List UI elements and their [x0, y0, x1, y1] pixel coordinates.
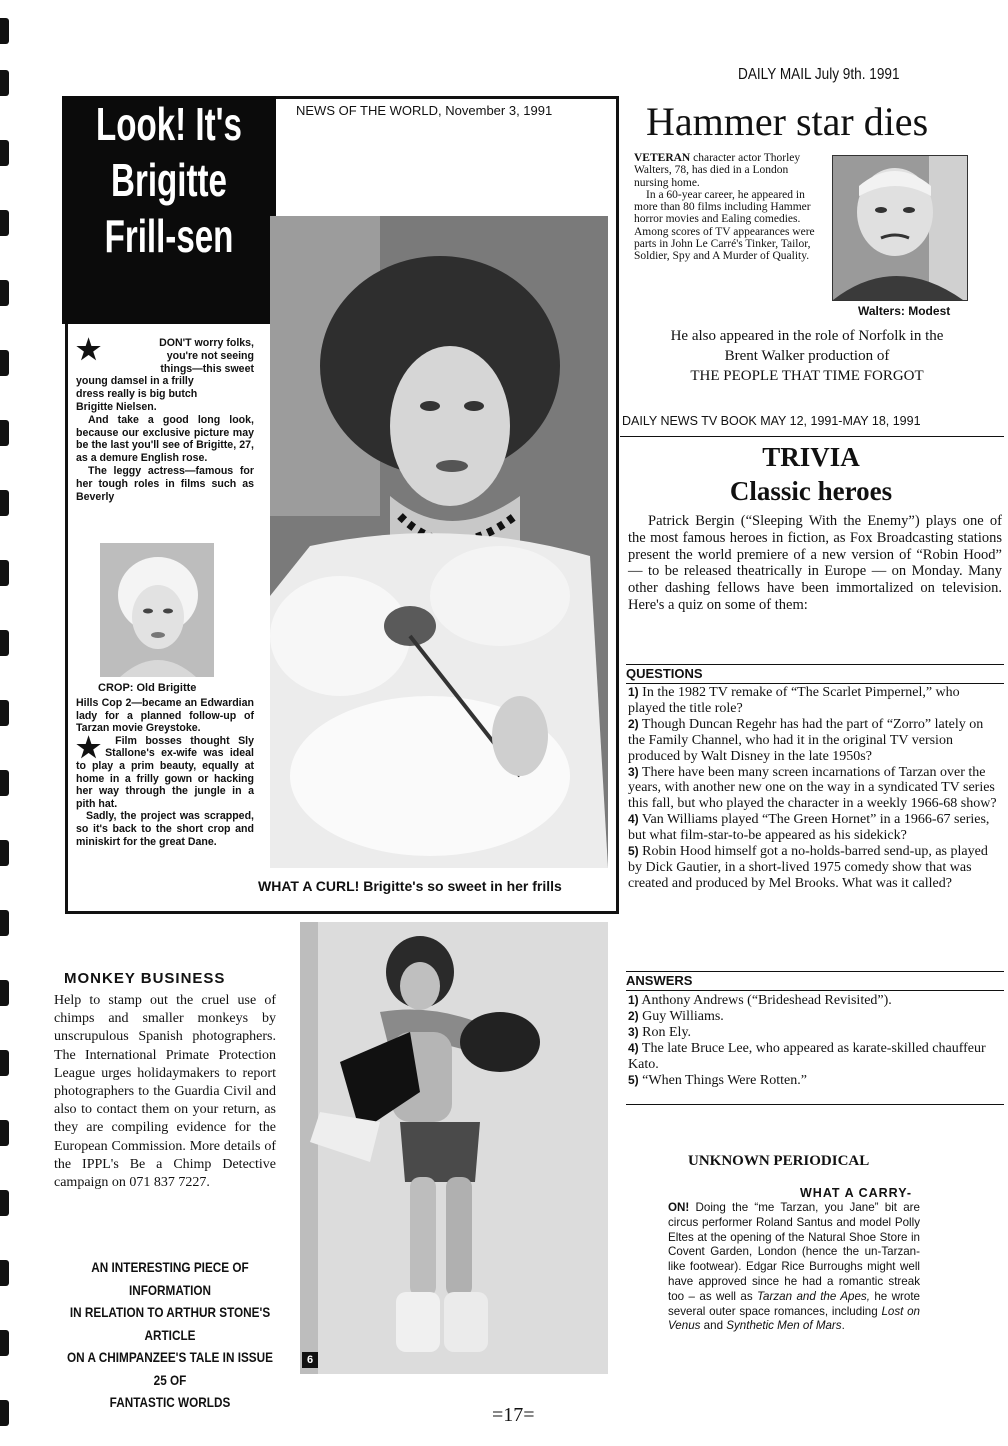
binding-hole: [0, 700, 9, 726]
divider: [626, 971, 1004, 972]
note-line: Brent Walker production of: [724, 348, 890, 364]
divider: [620, 436, 1004, 437]
monkey-handwritten-note: [64, 1256, 276, 1414]
hammer-handwritten-note: [634, 326, 980, 386]
text-run: he wrote several outer space romances, including: [668, 1289, 920, 1318]
answer-number: 1): [628, 993, 639, 1007]
answer-text: Anthony Andrews (“Brideshead Revisited”).: [641, 993, 892, 1008]
brigitte-photo-caption: [258, 878, 562, 894]
page-number: =17=: [492, 1404, 535, 1426]
binding-hole: [0, 1120, 9, 1146]
question-text: In the 1982 TV remake of “The Scarlet Pimpernel,” who played the title role?: [628, 685, 960, 716]
answer-number: 3): [628, 1024, 639, 1039]
binding-hole: [0, 1050, 9, 1076]
question-text: Van Williams played “The Green Hornet” in a 1966-67 series, but what film-star-to-be appeared as his sidekick?: [628, 812, 990, 844]
answer-number: 4): [628, 1040, 639, 1055]
answer-text: Ron Ely.: [642, 1024, 692, 1040]
answer-item: [628, 1009, 1000, 1025]
question-item: [628, 844, 1000, 892]
paragraph: In a 60-year career, he appeared in more than 80 films including Hammer horror movies and Ealing comedies. Among scores of TV appearances were parts in John Le Carré's Tinker, Tailor, Soldier, Spy and A Murder of Quality.: [634, 188, 815, 263]
answers-heading: ANSWERS: [626, 973, 693, 988]
answer-item: [628, 993, 1000, 1009]
question-number: 3): [628, 764, 639, 779]
brigitte-main-photo: [270, 216, 608, 868]
unknown-periodical-title: UNKNOWN PERIODICAL: [688, 1153, 870, 1169]
answers-list: [628, 993, 1000, 1088]
italic-title: Synthetic Men of Mars: [726, 1319, 842, 1333]
intro-line: things—this sweet: [160, 362, 254, 375]
binding-hole: [0, 1190, 9, 1216]
paragraph: Film bosses thought Sly Stallone's ex-wife was ideal to play a prim beauty, equally at home in a frilly gown or hacking her way through the jungle in a pith hat.: [76, 734, 254, 810]
text-run: .: [841, 1319, 845, 1333]
paragraph: The leggy actress—famous for her tough roles in films such as Beverly: [76, 464, 254, 503]
trivia-intro: Patrick Bergin (“Sleeping With the Enemy”) plays one of the most famous heroes in fiction, as Fox Broadcasting stations present the world premiere of a new version of “Robin Hood” — to be released theatrically in Europe — on Monday. Many other dashing fellows have been immortalized on television. Here's a quiz on some of them:: [628, 513, 1002, 613]
binding-hole: [0, 490, 9, 516]
answer-number: 5): [628, 1072, 639, 1087]
binding-hole: [0, 210, 9, 236]
binding-hole: [0, 70, 9, 96]
star-icon: ★: [76, 334, 102, 365]
monkey-business-text: Help to stamp out the cruel use of chimps and smaller monkeys by unscrupulous Spanish photographers. The International Primate Protection League urges holidaymakers to report photographers to the Guardia Civil and also to contact them on your return, as they are compiling evidence for the European Commission. More details of the IPPL's Be a Chimp Detective campaign on 071 837 7227.: [54, 993, 276, 1191]
note-line: ON A CHIMPANZEE'S TALE IN ISSUE 25 OF: [66, 1349, 273, 1388]
hammer-headline: Hammer star dies: [646, 99, 929, 144]
binding-hole: [0, 770, 9, 796]
questions-list: [628, 685, 1000, 892]
answer-text: Guy Williams.: [642, 1008, 724, 1024]
question-item: [628, 812, 1000, 844]
binding-hole: [0, 1260, 9, 1286]
answer-item: [628, 1041, 1000, 1073]
question-item: [628, 765, 1000, 813]
answer-text: The late Bruce Lee, who appeared as karate-skilled chauffeur Kato.: [628, 1040, 986, 1072]
monkey-business-title: MONKEY BUSINESS: [64, 970, 226, 987]
italic-title: Lost on Venus: [668, 1304, 921, 1333]
answer-item: [628, 1025, 1000, 1041]
binding-hole: [0, 1330, 9, 1356]
photo-number-badge: 6: [302, 1352, 318, 1368]
what-a-carry-on-heading: WHAT A CARRY-: [800, 1186, 913, 1200]
intro-line: dress really is big butch: [76, 388, 198, 401]
brigitte-headline: [62, 96, 276, 324]
hammer-article-text: [634, 152, 822, 263]
lead-word: VETERAN: [634, 152, 691, 164]
note-line: IN RELATION TO ARTHUR STONE'S ARTICLE: [69, 1304, 271, 1343]
tarzan-jane-photo: [300, 922, 608, 1374]
note-line: FANTASTIC WORLDS: [109, 1394, 231, 1410]
paragraph: Sadly, the project was scrapped, so it's back to the short crop and miniskirt for the great Dane.: [76, 810, 254, 848]
divider: [626, 683, 1004, 684]
intro-line: you're not seeing: [166, 349, 254, 362]
question-number: 1): [628, 685, 639, 699]
binding-hole: [0, 1400, 9, 1426]
walters-photo-caption: Walters: Modest: [858, 304, 951, 318]
news-of-the-world-source: NEWS OF THE WORLD, November 3, 1991: [296, 103, 553, 118]
binding-hole: [0, 980, 9, 1006]
text-run: and: [700, 1319, 727, 1333]
text-run: Doing the “me Tarzan, you Jane” bit are circus performer Roland Santus and model Polly Eltes at the opening of the Natural Shoe Store in Covent Garden, London (hence the un-Tarzan-like footwear). Edgar Rice Burroughs might well have approved since he had a romantic streak too – as well as: [668, 1201, 920, 1303]
binding-hole: [0, 630, 9, 656]
paragraph: Hills Cop 2—became an Edwardian lady for a planned follow-up of Tarzan movie Greystoke.: [76, 697, 254, 735]
note-line: AN INTERESTING PIECE OF INFORMATION: [91, 1259, 249, 1298]
binding-hole: [0, 840, 9, 866]
daily-mail-source: DAILY MAIL July 9th. 1991: [738, 66, 900, 83]
headline-line: Frill-sen: [104, 210, 234, 262]
daily-news-source: DAILY NEWS TV BOOK MAY 12, 1991-MAY 18, 1991: [622, 414, 921, 428]
question-item: [628, 685, 1000, 717]
intro-line: young damsel in a frilly: [76, 375, 194, 388]
old-brigitte-caption: CROP: Old Brigitte: [98, 682, 197, 694]
binding-hole: [0, 140, 9, 166]
note-line: THE PEOPLE THAT TIME FORGOT: [690, 368, 924, 384]
question-text: There have been many screen incarnations of Tarzan over the years, with another new one on the way in a syndicated TV series this fall, but who played the character in a weekly 1966-68 show?: [628, 764, 997, 812]
question-item: [628, 717, 1000, 765]
headline-line: Look! It's: [96, 98, 242, 150]
divider: [626, 990, 1004, 991]
binding-hole: [0, 280, 9, 306]
binding-hole: [0, 420, 9, 446]
intro-line: DON'T worry folks,: [159, 337, 254, 349]
divider: [626, 1104, 1004, 1105]
question-number: 2): [628, 716, 639, 731]
caption-bold: WHAT A CURL!: [258, 878, 360, 894]
headline-line: Brigitte: [111, 154, 227, 206]
caption-rest: Brigitte's so sweet in her frills: [359, 878, 562, 894]
question-text: Though Duncan Regehr has had the part of “Zorro” lately on the Family Channel, who had it in the original TV version produced by Walt Disney in the late 1950s?: [628, 716, 984, 764]
binding-hole: [0, 910, 9, 936]
star-icon: ★: [76, 731, 102, 763]
italic-title: Tarzan and the Apes,: [757, 1289, 870, 1303]
trivia-title: Classic heroes: [729, 476, 893, 506]
paragraph: character actor Thorley Walters, 78, has died in a London nursing home.: [634, 152, 801, 189]
thorley-walters-photo: [832, 155, 968, 301]
trivia-kicker: TRIVIA: [762, 442, 860, 472]
what-a-carry-on-text: [668, 1201, 920, 1334]
brigitte-article-text: [76, 334, 254, 503]
intro-line: Brigitte Nielsen.: [76, 400, 157, 413]
question-number: 5): [628, 844, 639, 859]
binding-hole: [0, 18, 9, 44]
divider: [626, 664, 1004, 665]
binding-hole: [0, 350, 9, 376]
question-number: 4): [628, 812, 639, 827]
binding-holes: [0, 0, 14, 1446]
old-brigitte-photo: [100, 543, 214, 677]
answer-text: “When Things Were Rotten.”: [642, 1072, 807, 1088]
questions-heading: QUESTIONS: [626, 666, 703, 681]
binding-hole: [0, 560, 9, 586]
note-line: He also appeared in the role of Norfolk in the: [670, 328, 944, 344]
question-text: Robin Hood himself got a no-holds-barred send-up, as played by Dick Gautier, in a short-lived 1975 comedy show that was created and produced by Mel Brooks. What was it called?: [628, 844, 988, 891]
answer-number: 2): [628, 1008, 639, 1023]
answer-item: [628, 1073, 1000, 1089]
brigitte-article-text-continued: [76, 697, 254, 848]
lead-word: ON!: [668, 1201, 690, 1214]
paragraph: And take a good long look, because our exclusive picture may be the last you'll see of Brigitte, 27, as a demure English rose.: [76, 413, 254, 465]
